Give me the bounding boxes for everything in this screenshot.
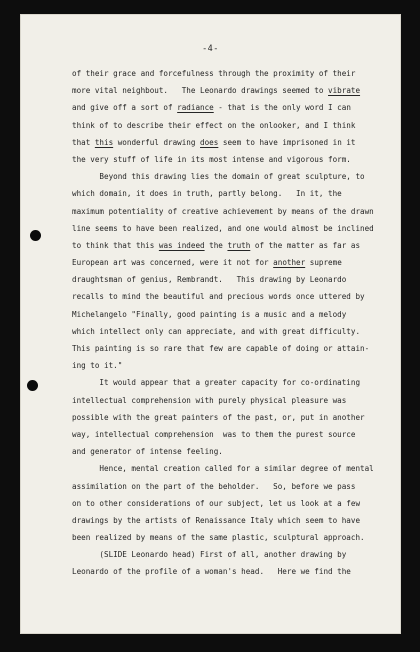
text-line [72, 237, 392, 254]
text-line [72, 426, 392, 443]
text-segment: to think that this [72, 240, 159, 250]
underlined-word: this [94, 137, 114, 147]
text-line [72, 306, 392, 323]
typed-text-body [72, 65, 392, 581]
text-segment: wonderful drawing [113, 137, 201, 147]
text-line [72, 563, 392, 580]
text-segment: which intellect only can appreciate, and with great difficulty. [72, 326, 361, 336]
text-segment: which domain, it does in truth, partly belong. In it, the [72, 189, 342, 199]
text-line [72, 340, 392, 357]
text-line [72, 478, 392, 495]
text-segment: on to other considerations of our subject, let us look at a few [72, 498, 361, 508]
text-segment: It would appear that a greater capacity for co-ordinating [72, 378, 361, 388]
text-segment: drawings by the artists of Renaissance Italy which seem to have [72, 515, 361, 525]
text-segment: and generator of intense feeling. [72, 447, 223, 457]
underlined-word: was indeed [158, 240, 205, 250]
text-segment: intellectual comprehension with purely physical pleasure was [72, 395, 347, 405]
underlined-word: does [200, 137, 219, 147]
text-line [72, 203, 392, 220]
text-line [72, 288, 392, 305]
text-line [72, 271, 392, 288]
text-line [72, 409, 392, 426]
text-segment: way, intellectual comprehension was to them the purest source [72, 429, 356, 439]
text-segment: Beyond this drawing lies the domain of great sculpture, to [72, 172, 365, 182]
underlined-word: radiance [177, 103, 214, 113]
text-line [72, 392, 392, 409]
typed-page [20, 14, 401, 634]
text-segment: more vital neighbout. The Leonardo drawings seemed to [72, 86, 329, 96]
text-segment: and give off a sort of [72, 103, 178, 113]
text-segment: supreme [305, 258, 342, 268]
text-segment: been realized by means of the same plastic, sculptural approach. [72, 533, 365, 543]
page-number: -4- [202, 44, 219, 54]
text-line [72, 82, 392, 99]
text-line [72, 512, 392, 529]
punch-hole [30, 230, 41, 241]
text-segment: possible with the great painters of the past, or, put in another [72, 412, 365, 422]
text-segment: - that is the only word I can [213, 103, 351, 113]
text-segment: seem to have imprisoned in it [218, 137, 356, 147]
text-line [72, 443, 392, 460]
text-line [72, 134, 392, 151]
text-line [72, 151, 392, 168]
text-line [72, 374, 392, 391]
text-line [72, 168, 392, 185]
text-line [72, 185, 392, 202]
text-segment: the [204, 240, 228, 250]
underlined-word: another [273, 258, 306, 268]
text-segment: assimilation on the part of the beholder. So, before we pass [72, 481, 356, 491]
text-line [72, 546, 392, 563]
text-line [72, 254, 392, 271]
text-segment: European art was concerned, were it not for [72, 258, 274, 268]
text-segment: Leonardo of the profile of a woman's head. Here we find the [72, 567, 351, 577]
underlined-word: vibrate [328, 86, 361, 96]
text-line [72, 99, 392, 116]
text-segment: of their grace and forcefulness through the proximity of their [72, 69, 356, 78]
text-line [72, 357, 392, 374]
text-line [72, 460, 392, 477]
text-segment: that [72, 137, 95, 147]
text-segment: This painting is so rare that few are capable of doing or attain- [72, 344, 370, 353]
text-segment: Hence, mental creation called for a similar degree of mental [72, 464, 374, 474]
punch-hole [27, 380, 38, 391]
text-line [72, 323, 392, 340]
text-segment: the very stuff of life in its most intense and vigorous form. [72, 154, 351, 164]
text-segment: line seems to have been realized, and one would almost be inclined [72, 223, 374, 233]
text-segment: maximum potentiality of creative achievement by means of the drawn [72, 206, 374, 216]
text-segment: recalls to mind the beautiful and precious words once uttered by [72, 292, 365, 302]
text-segment: Michelangelo "Finally, good painting is a music and a melody [72, 309, 347, 319]
text-segment: think of to describe their effect on the onlooker, and I think [72, 120, 356, 130]
text-segment: ing to it." [72, 361, 123, 371]
text-segment: (SLIDE Leonardo head) First of all, another drawing by [72, 550, 347, 560]
text-line [72, 495, 392, 512]
text-line [72, 529, 392, 546]
underlined-word: truth [227, 240, 251, 250]
text-segment: of the matter as far as [250, 240, 361, 250]
text-line [72, 117, 392, 134]
text-line [72, 220, 392, 237]
text-line [72, 65, 392, 82]
text-segment: draughtsman of genius, Rembrandt. This drawing by Leonardo [72, 275, 347, 285]
